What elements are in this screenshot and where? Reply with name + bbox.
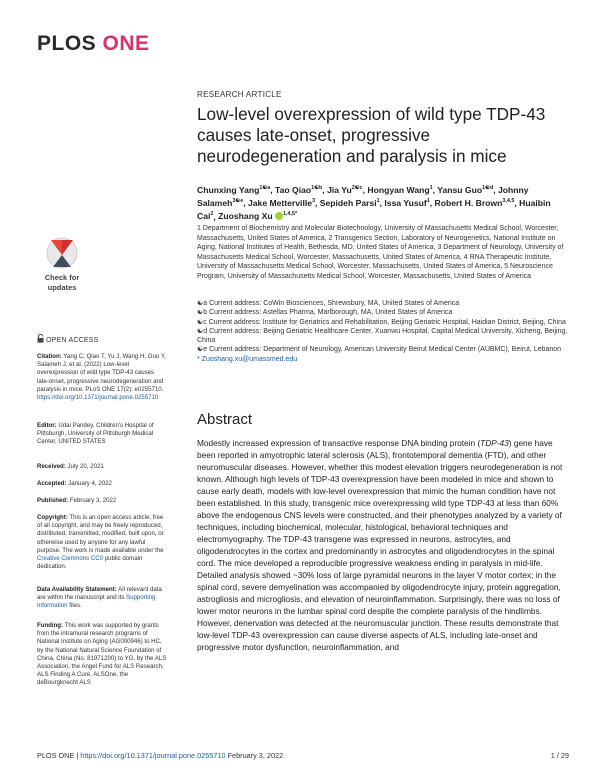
author[interactable]: Jake Metterville$^3$ [247,198,315,209]
footer-date: February 3, 2022 [227,751,284,760]
author[interactable]: Zuoshang Xu $^{1,4,5*}$ [218,211,298,222]
page-footer: PLOS ONE | https://doi.org/10.1371/journal.pone.0255710 February 3, 2022 [37,751,284,760]
footer-journal: PLOS ONE [37,751,75,760]
footer-doi-link[interactable]: https://doi.org/10.1371/journal.pone.0255710 [80,751,226,760]
current-address: ☯b Current address: Astellas Pharma, Marlborough, MA, United States of America [197,309,453,317]
citation-block: Citation: Yang C, Qiao T, Yu J, Wang H, Guo Y, Salameh J, et al. (2022) Low-level overexpression of wild type TDP-43 causes late-onset, progressive neurodegeneration and paralysis in mice. PLoS ONE 17(2): e0255710. https://doi.org/10.1371/journal.pone.0255710 [37,353,166,402]
current-address: ☯a Current address: CoWin Biosciences, Shrewsbury, MA, United States of America [197,300,460,307]
current-addresses [197,299,569,364]
article-type: RESEARCH ARTICLE [197,90,282,99]
creative-commons-link[interactable]: Creative Commons CC0 [37,555,104,563]
open-lock-icon [37,334,44,343]
current-address: ☯e Current address: Department of Neurology, American University Beirut Medical Center (AUBMC), Beirut, Lebanon [197,346,562,354]
author[interactable]: Chunxing Yang$^{1☯a}$ [197,184,271,195]
copyright-block: Copyright: This is an open access article, free of all copyright, and may be freely reproduced, distributed, transmitted, modified, built upon, or otherwise used by anyone for any lawful purpose. The work is made available under the Creative Commons CC0 public domain dedication. [37,514,164,571]
abstract-text: Modestly increased expression of transactive response DNA binding protein (TDP-43) gene have been reported in amyotrophic lateral sclerosis (ALS), frontotemporal dementia (FTD), and other neuromuscular diseases. However, whether this modest elevation triggers neurodegeneration is not known. Although high levels of TDP-43 overexpression have been modeled in mice and shown to cause early death, models with low-level overexpression that mimic the human condition have not been established. In this study, transgenic mice overexpressing wild type TDP-43 at less than 60% above the endogenous CNS levels were constructed, and their phenotypes analyzed by a variety of techniques, including biochemical, molecular, histological, behavioral techniques and electromyography. The TDP-43 transgene was expressed in neurons, astrocytes, and oligodendrocytes in the cortex and predominantly in astrocytes and oligodendrocytes in the spinal cord. The mice developed a reproducible progressive weakness ending in paralysis in mid-life. Detailed analysis showed ~30% loss of large pyramidal neurons in the layer V motor cortex; in the spinal cord, severe demyelination was accompanied by oligodendrocyte injury, protein aggregation, astrogliosis and microgliosis, and elevation of neuroinflammation. Surprisingly, there was no loss of lower motor neurons in the lumbar spinal cord despite the complete paralysis of the hindlimbs. However, denervation was detected at the neuromuscular junction. These results demonstrate that low-level TDP-43 overexpression can cause diverse aspects of ALS, including late-onset and progressive motor dysfunction, neuroinflammation, and [197,438,563,652]
author[interactable]: Sepideh Parsi$^1$ [319,198,380,209]
journal-logo-plos: PLOS [37,32,97,55]
author[interactable]: Huaibin Cai$^2$ [197,198,551,222]
check-for-updates-line1: Check for [44,273,80,282]
author[interactable]: Johnny Salameh$^{3☯e}$ [197,184,529,209]
editor-block: Editor: Udai Pandey, Children's Hospital of Pittsburgh, University of Pittsburgh Medical Center, UNITED STATES [37,422,154,446]
citation-doi-link[interactable]: https://doi.org/10.1371/journal.pone.0255710 [37,394,159,402]
article-title: Low-level overexpression of wild type TDP-43 causes late-onset, progressive neurodegeneration and paralysis in mice [197,104,546,166]
author-list: Chunxing Yang$^{1☯a}$, Tao Qiao$^{1☯b}$, Jia $Yu^{2☯c}$, Hongyan Wang$^1$, Yansu Guo$^{1☯d}$, Johnny Salameh$^{3☯e}$, Jake Metterville$^3$, Sepideh Parsi$^1$, Issa Yusuf$^1$, Robert H. Brown$^{3,4,5}$, Huaibin Cai$^2$, Zuoshang Xu $^{1,4,5*}$ [197,184,551,222]
open-access-label: OPEN ACCESS [37,334,99,344]
orcid-icon[interactable] [275,212,283,220]
supporting-information-link[interactable]: Supporting Information [37,594,156,610]
data-availability-block: Data Availability Statement: All relevant data are within the manuscript and its Supporting Information files. [37,586,162,610]
corresponding-email-link[interactable]: * Zuoshang.xu@umassmed.edu [197,355,298,363]
author[interactable]: Hongyan Wang$^1$ [367,184,433,195]
author[interactable]: Jia $Yu^{2☯c}$ [327,184,363,195]
author[interactable]: Tao Qiao$^{1☯b}$ [275,184,323,195]
check-for-updates-button[interactable] [34,236,90,303]
abstract-heading: Abstract [197,411,253,428]
check-for-updates-icon [34,236,90,298]
current-address: ☯d Current address: Beijing Geriatric Healthcare Center, Xuanwu Hospital, Capital Medical University, Xicheng, Beijing, China [197,327,568,345]
author[interactable]: Yansu Guo$^{1☯d}$ [437,184,494,195]
accepted-date: Accepted: January 4, 2022 [37,480,112,487]
funding-block: Funding: This work was supported by grants from the intramural research programs of National Institute on Aging (AG000946) to HC, by the National Natural Science Foundation of China, China (No. 81971200) to YG, by the ALS Association, the Angel Fund for ALS Research, ALS Finding A Cure, ALSOne, the deBourgknecht ALS [37,622,167,687]
journal-logo-one: ONE [102,32,150,55]
check-for-updates-line2: updates [47,283,77,292]
affiliations: 1 Department of Biochemistry and Molecular Biotechnology, University of Massachusetts Medical School, Worcester, Massachusetts, United States of America, 2 Transgenics Section, Laboratory of Neurogenetics, National Institute on Aging, National Institutes of Health, Bethesda, MD, United States of America, 3 Department of Neurology, University of Massachusetts Medical School, Worcester, Massachusetts, United States of America, 4 RNA Therapeutic Institute, University of Massachusetts Medical School, Worcester, Massachusetts, United States of America, 5 Neuroscience Program, University of Massachusetts Medical School, Worcester, Massachusetts, United States of America [197,225,564,280]
page-number: 1 / 29 [550,751,569,760]
author[interactable]: Issa Yusuf$^1$ [384,198,430,209]
author[interactable]: Robert H. Brown$^{3,4,5}$ [434,198,515,209]
journal-logo [37,32,150,56]
current-address: ☯c Current address: Institute for Geriatrics and Rehabilitation, Beijing Geriatric Hospital, Haidian District, Beijing, China [197,318,566,326]
published-date: Published: February 3, 2022 [37,497,117,504]
received-date: Received: July 20, 2021 [37,463,104,470]
